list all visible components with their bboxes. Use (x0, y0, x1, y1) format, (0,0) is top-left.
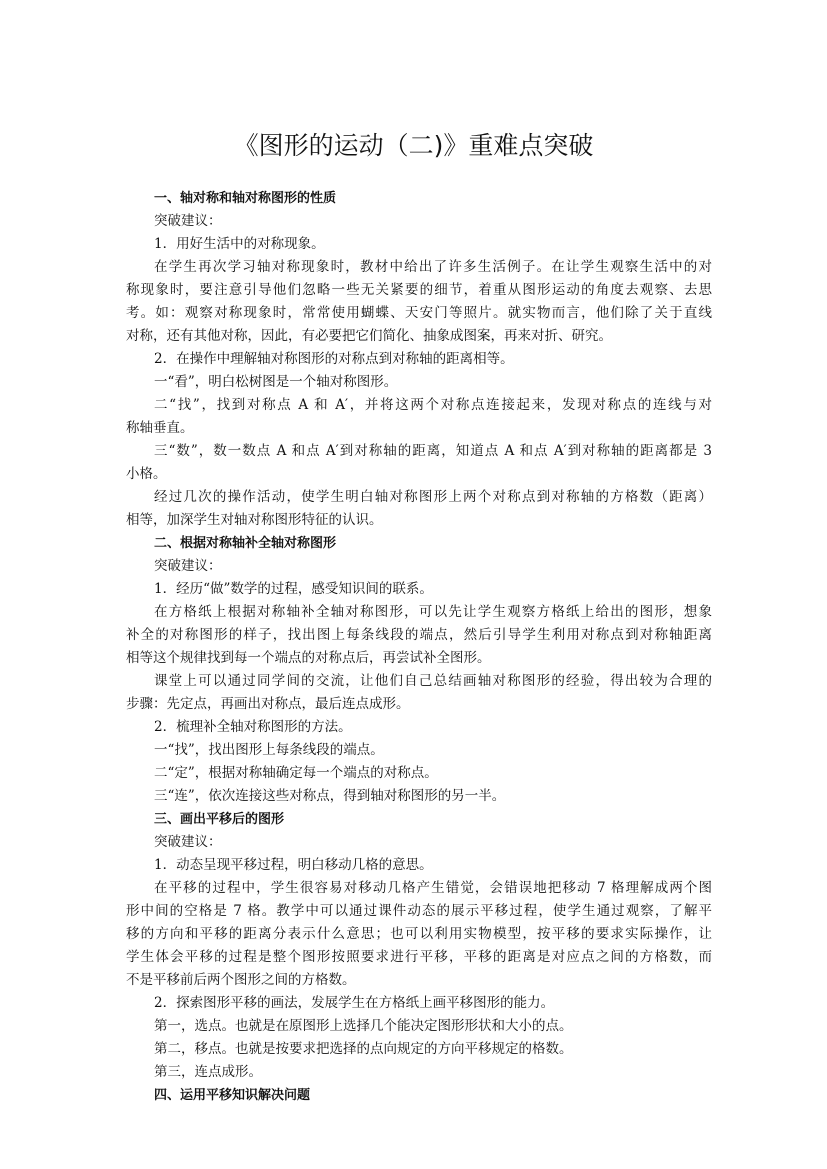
paragraph-line: 二“定”，根据对称轴确定每一个端点的对称点。 (154, 765, 438, 781)
paragraph-line: 第三，连点成形。 (154, 1064, 262, 1080)
paragraph-line: 二“找”，找到对称点 A 和 A′，并将这两个对称点连接起来，发现对称点的连线与对 (154, 397, 712, 413)
paragraph-line: 对称，还有其他对称，因此，有必要把它们简化、抽象成图案，再来对折、研究。 (126, 328, 612, 344)
paragraph-line: 1．动态呈现平移过程，明白移动几格的意思。 (154, 857, 433, 873)
paragraph-line: 补全的对称图形的样子，找出图上每条线段的端点，然后引导学生利用对称点到对称轴距离 (126, 627, 712, 643)
paragraph-line: 2．探索图形平移的画法，发展学生在方格纸上画平移图形的能力。 (154, 995, 555, 1011)
paragraph-line: 课堂上可以通过同学间的交流，让他们自己总结画轴对称图形的经验，得出较为合理的 (154, 673, 712, 689)
section-heading: 二、根据对称轴补全轴对称图形 (154, 536, 337, 551)
paragraph-line: 突破建议： (154, 213, 222, 229)
paragraph-line: 相等，加深学生对轴对称图形特征的认识。 (126, 512, 383, 528)
paragraph-line: 1．经历“做”数学的过程，感受知识间的联系。 (154, 581, 433, 597)
paragraph-line: 一“找”，找出图形上每条线段的端点。 (154, 742, 384, 758)
paragraph-line: 在方格纸上根据对称轴补全轴对称图形，可以先让学生观察方格纸上给出的图形，想象 (154, 604, 712, 620)
section-heading: 一、轴对称和轴对称图形的性质 (154, 191, 337, 206)
paragraph-line: 步骤：先定点，再画出对称点，最后连点成形。 (126, 696, 410, 712)
document-title: 《图形的运动（二)》重难点突破 (233, 131, 594, 160)
paragraph-line: 一“看”，明白松树图是一个轴对称图形。 (154, 374, 398, 390)
paragraph-line: 移的方向和平移的距离分表示什么意思；也可以利用实物模型，按平移的要求实际操作，让 (126, 926, 712, 942)
paragraph-line: 相等这个规律找到每一个端点的对称点后，再尝试补全图形。 (126, 650, 491, 666)
paragraph-line: 不是平移前后两个图形之间的方格数。 (126, 972, 356, 988)
document-body (126, 187, 712, 1107)
paragraph-line: 学生体会平移的过程是整个图形按照要求进行平移，平移的距离是对应点之间的方格数，而 (126, 949, 712, 965)
paragraph-line: 称现象时，要注意引导他们忽略一些无关紧要的细节，着重从图形运动的角度去观察、去思 (126, 282, 712, 298)
paragraph-line: 第一，选点。也就是在原图形上选择几个能决定图形形状和大小的点。 (154, 1018, 573, 1034)
paragraph-line: 2．梳理补全轴对称图形的方法。 (154, 719, 352, 735)
paragraph-line: 考。如：观察对称现象时，常常使用蝴蝶、天安门等照片。就实物而言，他们除了关于直线 (126, 305, 712, 321)
paragraph-line: 突破建议： (154, 834, 222, 850)
paragraph-line: 三“数”，数一数点 A 和点 A′到对称轴的距离，知道点 A 和点 A′到对称轴的距离都是 3 (154, 443, 712, 459)
paragraph-line: 突破建议： (154, 558, 222, 574)
section-heading: 四、运用平移知识解决问题 (154, 1088, 311, 1103)
paragraph-line: 在平移的过程中，学生很容易对移动几格产生错觉，会错误地把移动 7 格理解成两个图 (154, 880, 712, 896)
paragraph-line: 第二，移点。也就是按要求把选择的点向规定的方向平移规定的格数。 (154, 1041, 573, 1057)
paragraph-line: 小格。 (126, 466, 167, 482)
paragraph-line: 称轴垂直。 (126, 420, 194, 436)
paragraph-line: 三“连”，依次连接这些对称点，得到轴对称图形的另一半。 (154, 788, 506, 804)
section-heading: 三、画出平移后的图形 (154, 812, 285, 827)
paragraph-line: 形中间的空格是 7 格。教学中可以通过课件动态的展示平移过程，使学生通过观察，了解平 (126, 903, 712, 919)
paragraph-line: 在学生再次学习轴对称现象时，教材中给出了许多生活例子。在让学生观察生活中的对 (154, 259, 712, 275)
paragraph-line: 1．用好生活中的对称现象。 (154, 236, 325, 252)
paragraph-line: 2．在操作中理解轴对称图形的对称点到对称轴的距离相等。 (154, 351, 514, 367)
paragraph-line: 经过几次的操作活动，使学生明白轴对称图形上两个对称点到对称轴的方格数（距离） (154, 489, 712, 505)
